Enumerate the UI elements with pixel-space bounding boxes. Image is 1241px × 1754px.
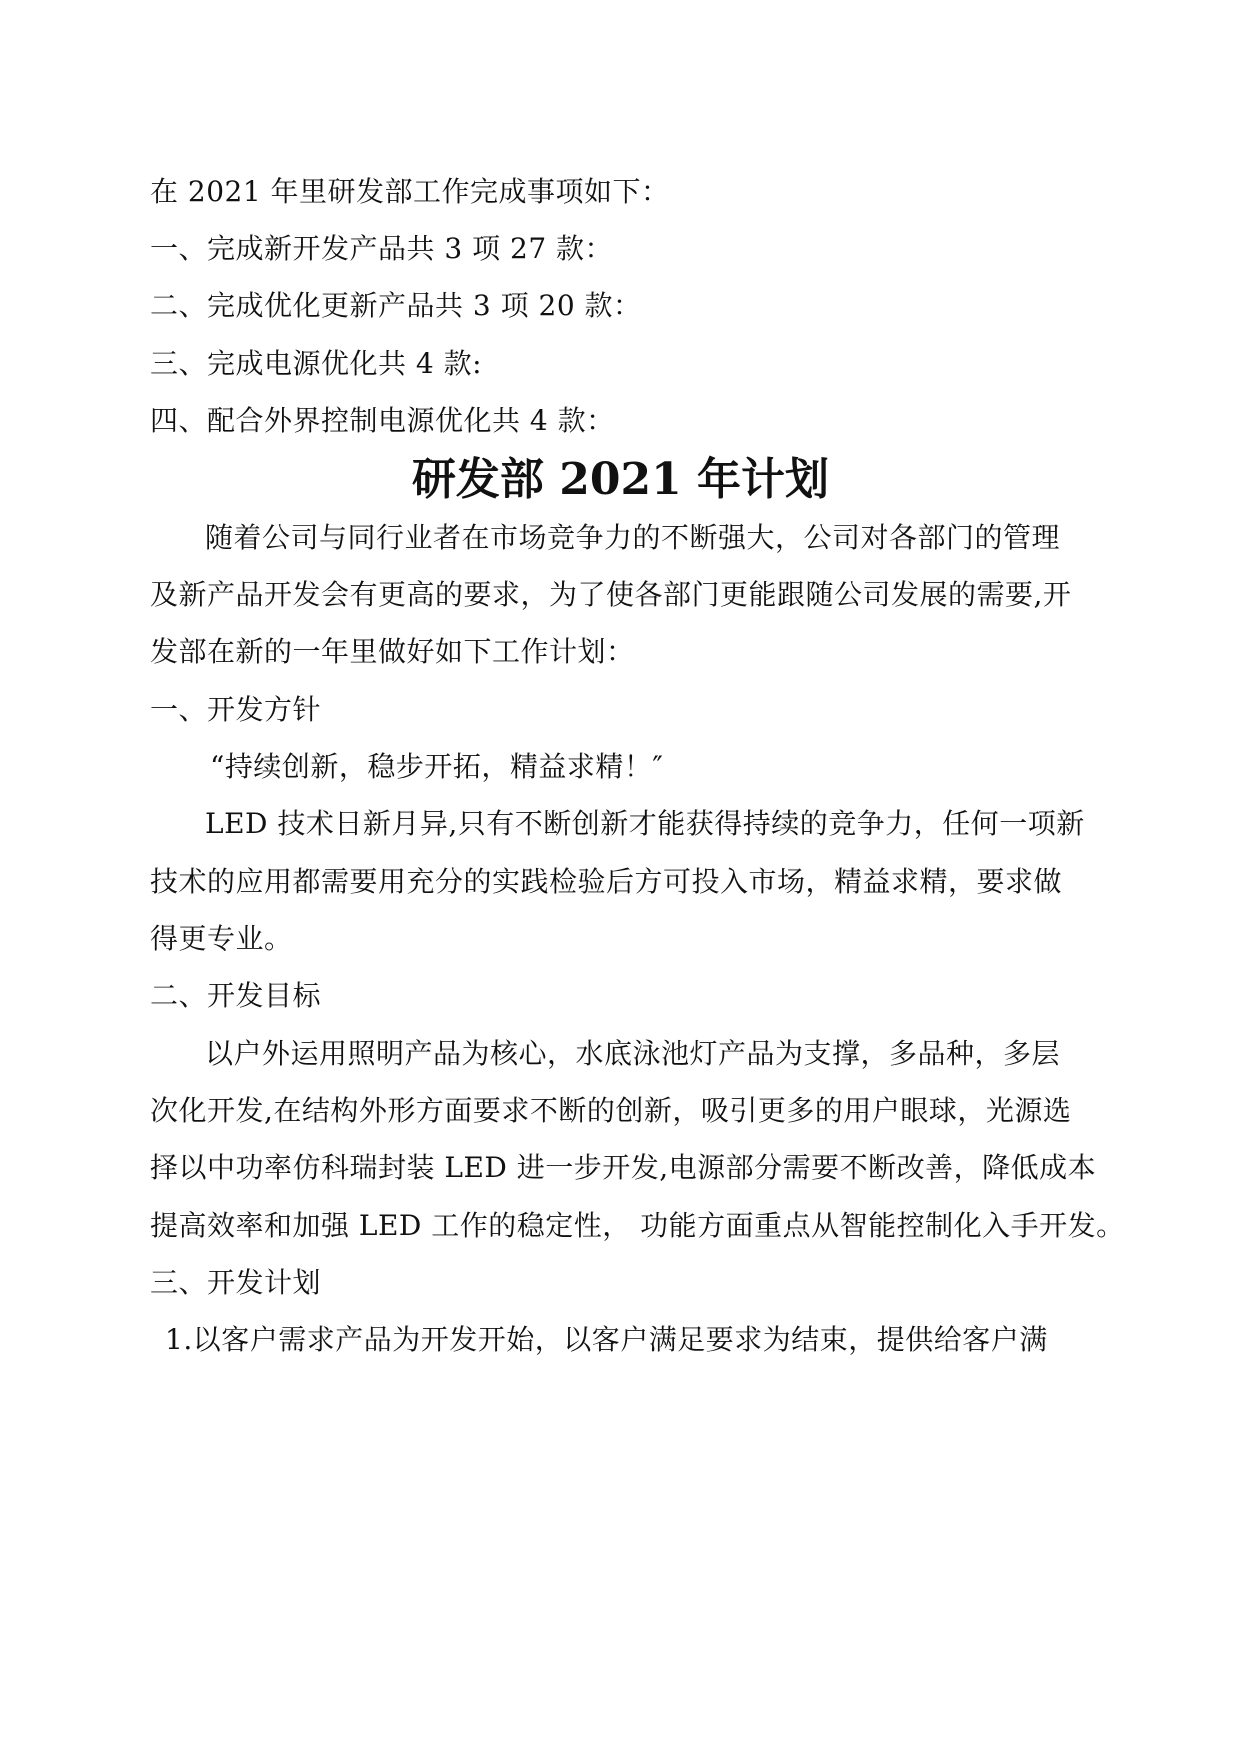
policy-line: 得更专业。 — [150, 922, 293, 955]
section-heading-plan: 三、开发计划 — [150, 1266, 322, 1299]
policy-quote: “持续创新，稳步开拓，精益求精！″ — [210, 750, 664, 783]
policy-line: LED 技术日新月异,只有不断创新才能获得持续的竞争力，任何一项新 — [205, 807, 1085, 840]
section-heading-goals: 二、开发目标 — [150, 979, 322, 1012]
plan-intro-line: 随着公司与同行业者在市场竞争力的不断强大，公司对各部门的管理 — [205, 521, 1061, 554]
summary-item-1: 一、完成新开发产品共 3 项 27 款： — [150, 232, 614, 265]
policy-line: 技术的应用都需要用充分的实践检验后方可投入市场，精益求精，要求做 — [150, 865, 1063, 898]
summary-intro: 在 2021 年里研发部工作完成事项如下： — [150, 175, 670, 208]
plan-title: 研发部 2021 年计划 — [411, 454, 830, 505]
section-heading-policy: 一、开发方针 — [150, 693, 322, 726]
plan-list-item: 1.以客户需求产品为开发开始，以客户满足要求为结束，提供给客户满 — [165, 1323, 1048, 1356]
summary-item-2: 二、完成优化更新产品共 3 项 20 款： — [150, 289, 642, 322]
plan-intro-line: 发部在新的一年里做好如下工作计划： — [150, 635, 635, 668]
summary-item-3: 三、完成电源优化共 4 款: — [150, 347, 483, 380]
goals-line: 次化开发,在结构外形方面要求不断的创新，吸引更多的用户眼球，光源选 — [150, 1094, 1072, 1127]
goals-line: 提高效率和加强 LED 工作的稳定性， 功能方面重点从智能控制化入手开发。 — [150, 1209, 1125, 1242]
plan-intro-line: 及新产品开发会有更高的要求，为了使各部门更能跟随公司发展的需要,开 — [150, 578, 1072, 611]
goals-line: 择以中功率仿科瑞封装 LED 进一步开发,电源部分需要不断改善，降低成本 — [150, 1151, 1097, 1184]
summary-item-4: 四、配合外界控制电源优化共 4 款： — [150, 404, 615, 437]
goals-line: 以户外运用照明产品为核心，水底泳池灯产品为支撑，多品种，多层 — [205, 1037, 1061, 1070]
